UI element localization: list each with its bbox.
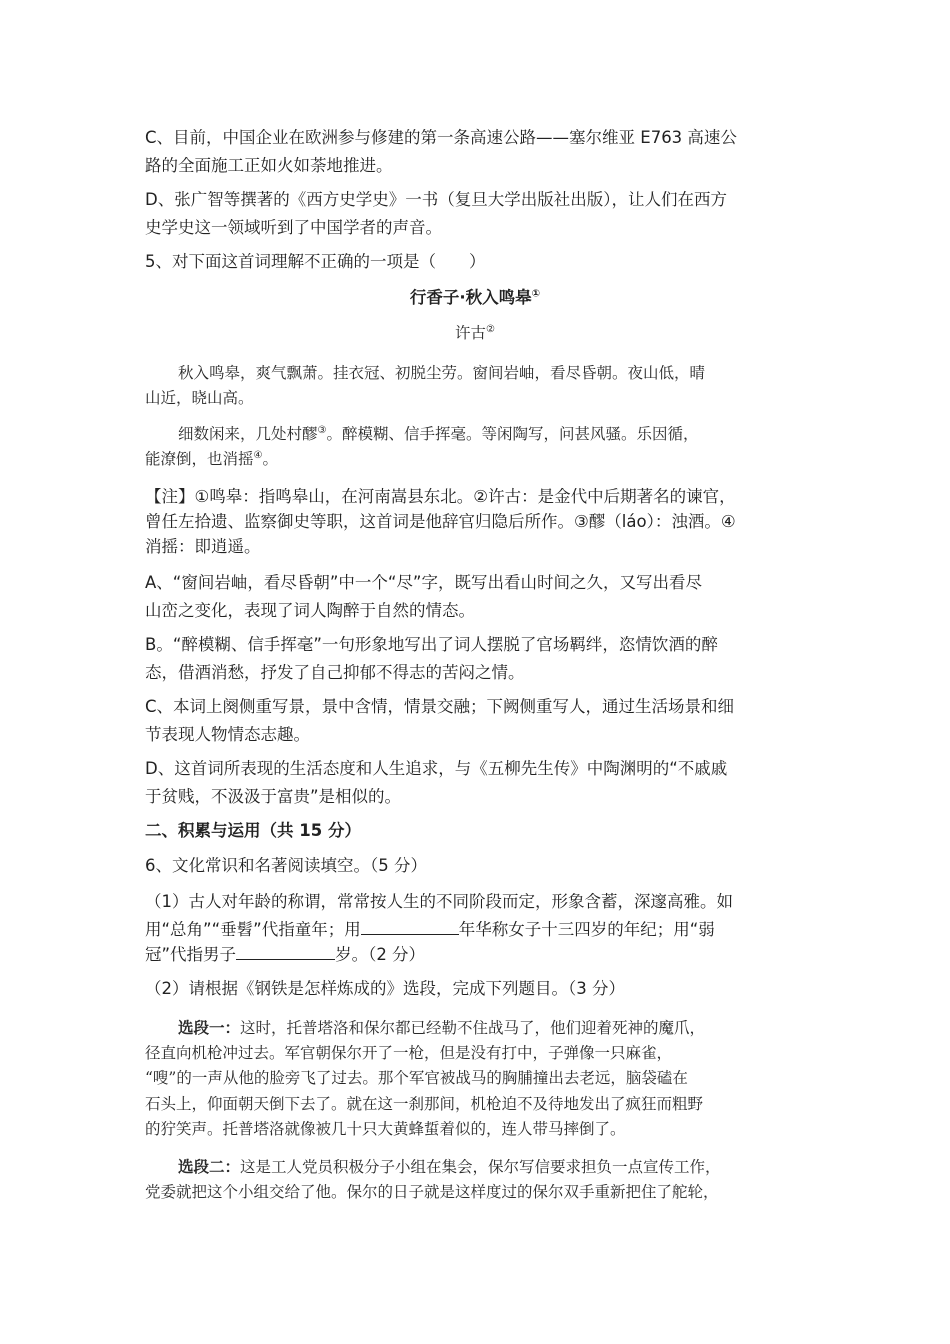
excerpt2-line1-text: 这是工人党员积极分子小组在集会，保尔写信要求担负一点宣传工作， — [240, 1158, 721, 1176]
excerpt1-line5: 的狞笑声。托普塔洛就像被几十只大黄蜂蜇着似的，连人带马摔倒了。 — [145, 1120, 626, 1138]
q6-part1-line2-a: 用“总角”“垂髫”代指童年；用 — [145, 920, 361, 939]
excerpt1-label: 选段一： — [178, 1018, 241, 1037]
poem-stanza2-line1 — [178, 424, 848, 444]
poem-title-text: 行香子·秋入鸣皋 — [409, 288, 532, 307]
poem-stanza2-line2-b: 。 — [262, 450, 278, 468]
section2-heading: 二、积累与运用（共 15 分） — [145, 821, 361, 840]
poem-stanza2-line2 — [145, 449, 815, 469]
poem-title — [145, 288, 805, 308]
excerpt2-line2: 党委就把这个小组交给了他。保尔的日子就是这样度过的保尔双手重新把住了舵轮， — [145, 1183, 719, 1201]
q6-part1-line3-a: 冠”代指男子 — [145, 945, 237, 964]
q6-part1-line3-b: 岁。（2 分） — [335, 945, 426, 964]
poem-footnote-3: ③ — [317, 424, 327, 436]
q6-part1-line2 — [145, 917, 815, 940]
q5-option-a-line2: 山峦之变化，表现了词人陶醉于自然的情态。 — [145, 601, 475, 620]
q6-part1-line1: （1）古人对年龄的称谓，常常按人生的不同阶段而定，形象含蓄，深邃高雅。如 — [145, 892, 733, 911]
q4-option-c-line1: C、目前，中国企业在欧洲参与修建的第一条高速公路——塞尔维亚 E763 高速公 — [145, 128, 737, 147]
excerpt2-label: 选段二： — [178, 1157, 241, 1176]
answer-blank-female-age[interactable] — [361, 917, 459, 935]
excerpt1-line1-text: 这时，托普塔洛和保尔都已经勒不住战马了，他们迎着死神的魔爪， — [240, 1019, 706, 1037]
q4-option-c-line2: 路的全面施工正如火如荼地推进。 — [145, 156, 393, 175]
q6-part1-line3 — [145, 942, 815, 965]
q4-option-d-line2: 史学史这一领域听到了中国学者的声音。 — [145, 218, 442, 237]
q4-option-d-line1: D、张广智等撰著的《西方史学史》一书（复旦大学出版社出版），让人们在西方 — [145, 190, 727, 209]
poem-stanza2-line1-a: 细数闲来，几处村醪 — [178, 425, 318, 443]
notes-line1: 【注】①鸣皋：指鸣皋山，在河南嵩县东北。②许古：是金代中后期著名的谏官， — [145, 487, 736, 506]
q6-prompt: 6、文化常识和名著阅读填空。（5 分） — [145, 856, 427, 875]
q5-option-b-line2: 态，借酒消愁，抒发了自己抑郁不得志的苦闷之情。 — [145, 663, 525, 682]
poem-footnote-4: ④ — [253, 449, 263, 461]
poem-author — [145, 323, 805, 343]
q5-option-a-line1: A、“窗间岩岫，看尽昏朝”中一个“尽”字，既写出看山时间之久，又写出看尽 — [145, 573, 702, 592]
notes-line2: 曾任左拾遗、监察御史等职，这首词是他辞官归隐后所作。③醪（láo）：浊酒。④ — [145, 512, 736, 531]
excerpt1-line4: 石头上，仰面朝天倒下去了。就在这一刹那间，机枪迫不及待地发出了疯狂而粗野 — [145, 1095, 704, 1113]
q5-option-c-line1: C、本词上阕侧重写景，景中含情，情景交融；下阙侧重写人，通过生活场景和细 — [145, 697, 735, 716]
poem-stanza1-line2: 山近，晓山高。 — [145, 389, 254, 407]
excerpt1-line2: 径直向机枪冲过去。军官朝保尔开了一枪，但是没有打中，子弹像一只麻雀， — [145, 1044, 673, 1062]
q5-option-d-line2: 于贫贱，不汲汲于富贵”是相似的。 — [145, 787, 402, 806]
poem-author-footnote: ② — [486, 323, 495, 335]
q5-prompt: 5、对下面这首词理解不正确的一项是（ ） — [145, 252, 486, 271]
excerpt1-line1 — [178, 1018, 848, 1038]
q6-part1-line2-b: 年华称女子十三四岁的年纪；用“弱 — [458, 920, 715, 939]
excerpt1-line3: “嗖”的一声从他的脸旁飞了过去。那个军官被战马的胸脯撞出去老远，脑袋磕在 — [145, 1069, 688, 1087]
poem-author-text: 许古 — [455, 324, 487, 342]
q5-option-b-line1: B。“醉模糊、信手挥毫”一句形象地写出了词人摆脱了官场羁绊，恣情饮酒的醉 — [145, 635, 718, 654]
excerpt2-line1 — [178, 1157, 848, 1177]
poem-stanza1-line1: 秋入鸣皋，爽气飘萧。挂衣冠、初脱尘劳。窗间岩岫，看尽昏朝。夜山低，晴 — [178, 364, 706, 382]
notes-line3: 消摇：即逍遥。 — [145, 537, 261, 556]
q5-option-d-line1: D、这首词所表现的生活态度和人生追求，与《五柳先生传》中陶渊明的“不戚戚 — [145, 759, 728, 778]
q6-part2-prompt: （2）请根据《钢铁是怎样炼成的》选段，完成下列题目。（3 分） — [145, 979, 625, 998]
poem-stanza2-line2-a: 能潦倒，也消摇 — [145, 450, 254, 468]
poem-stanza2-line1-b: 。醉模糊、信手挥毫。等闲陶写，问甚风骚。乐因循， — [326, 425, 699, 443]
q5-option-c-line2: 节表现人物情态志趣。 — [145, 725, 310, 744]
answer-blank-male-age[interactable] — [236, 942, 335, 960]
poem-title-footnote: ① — [531, 288, 541, 300]
